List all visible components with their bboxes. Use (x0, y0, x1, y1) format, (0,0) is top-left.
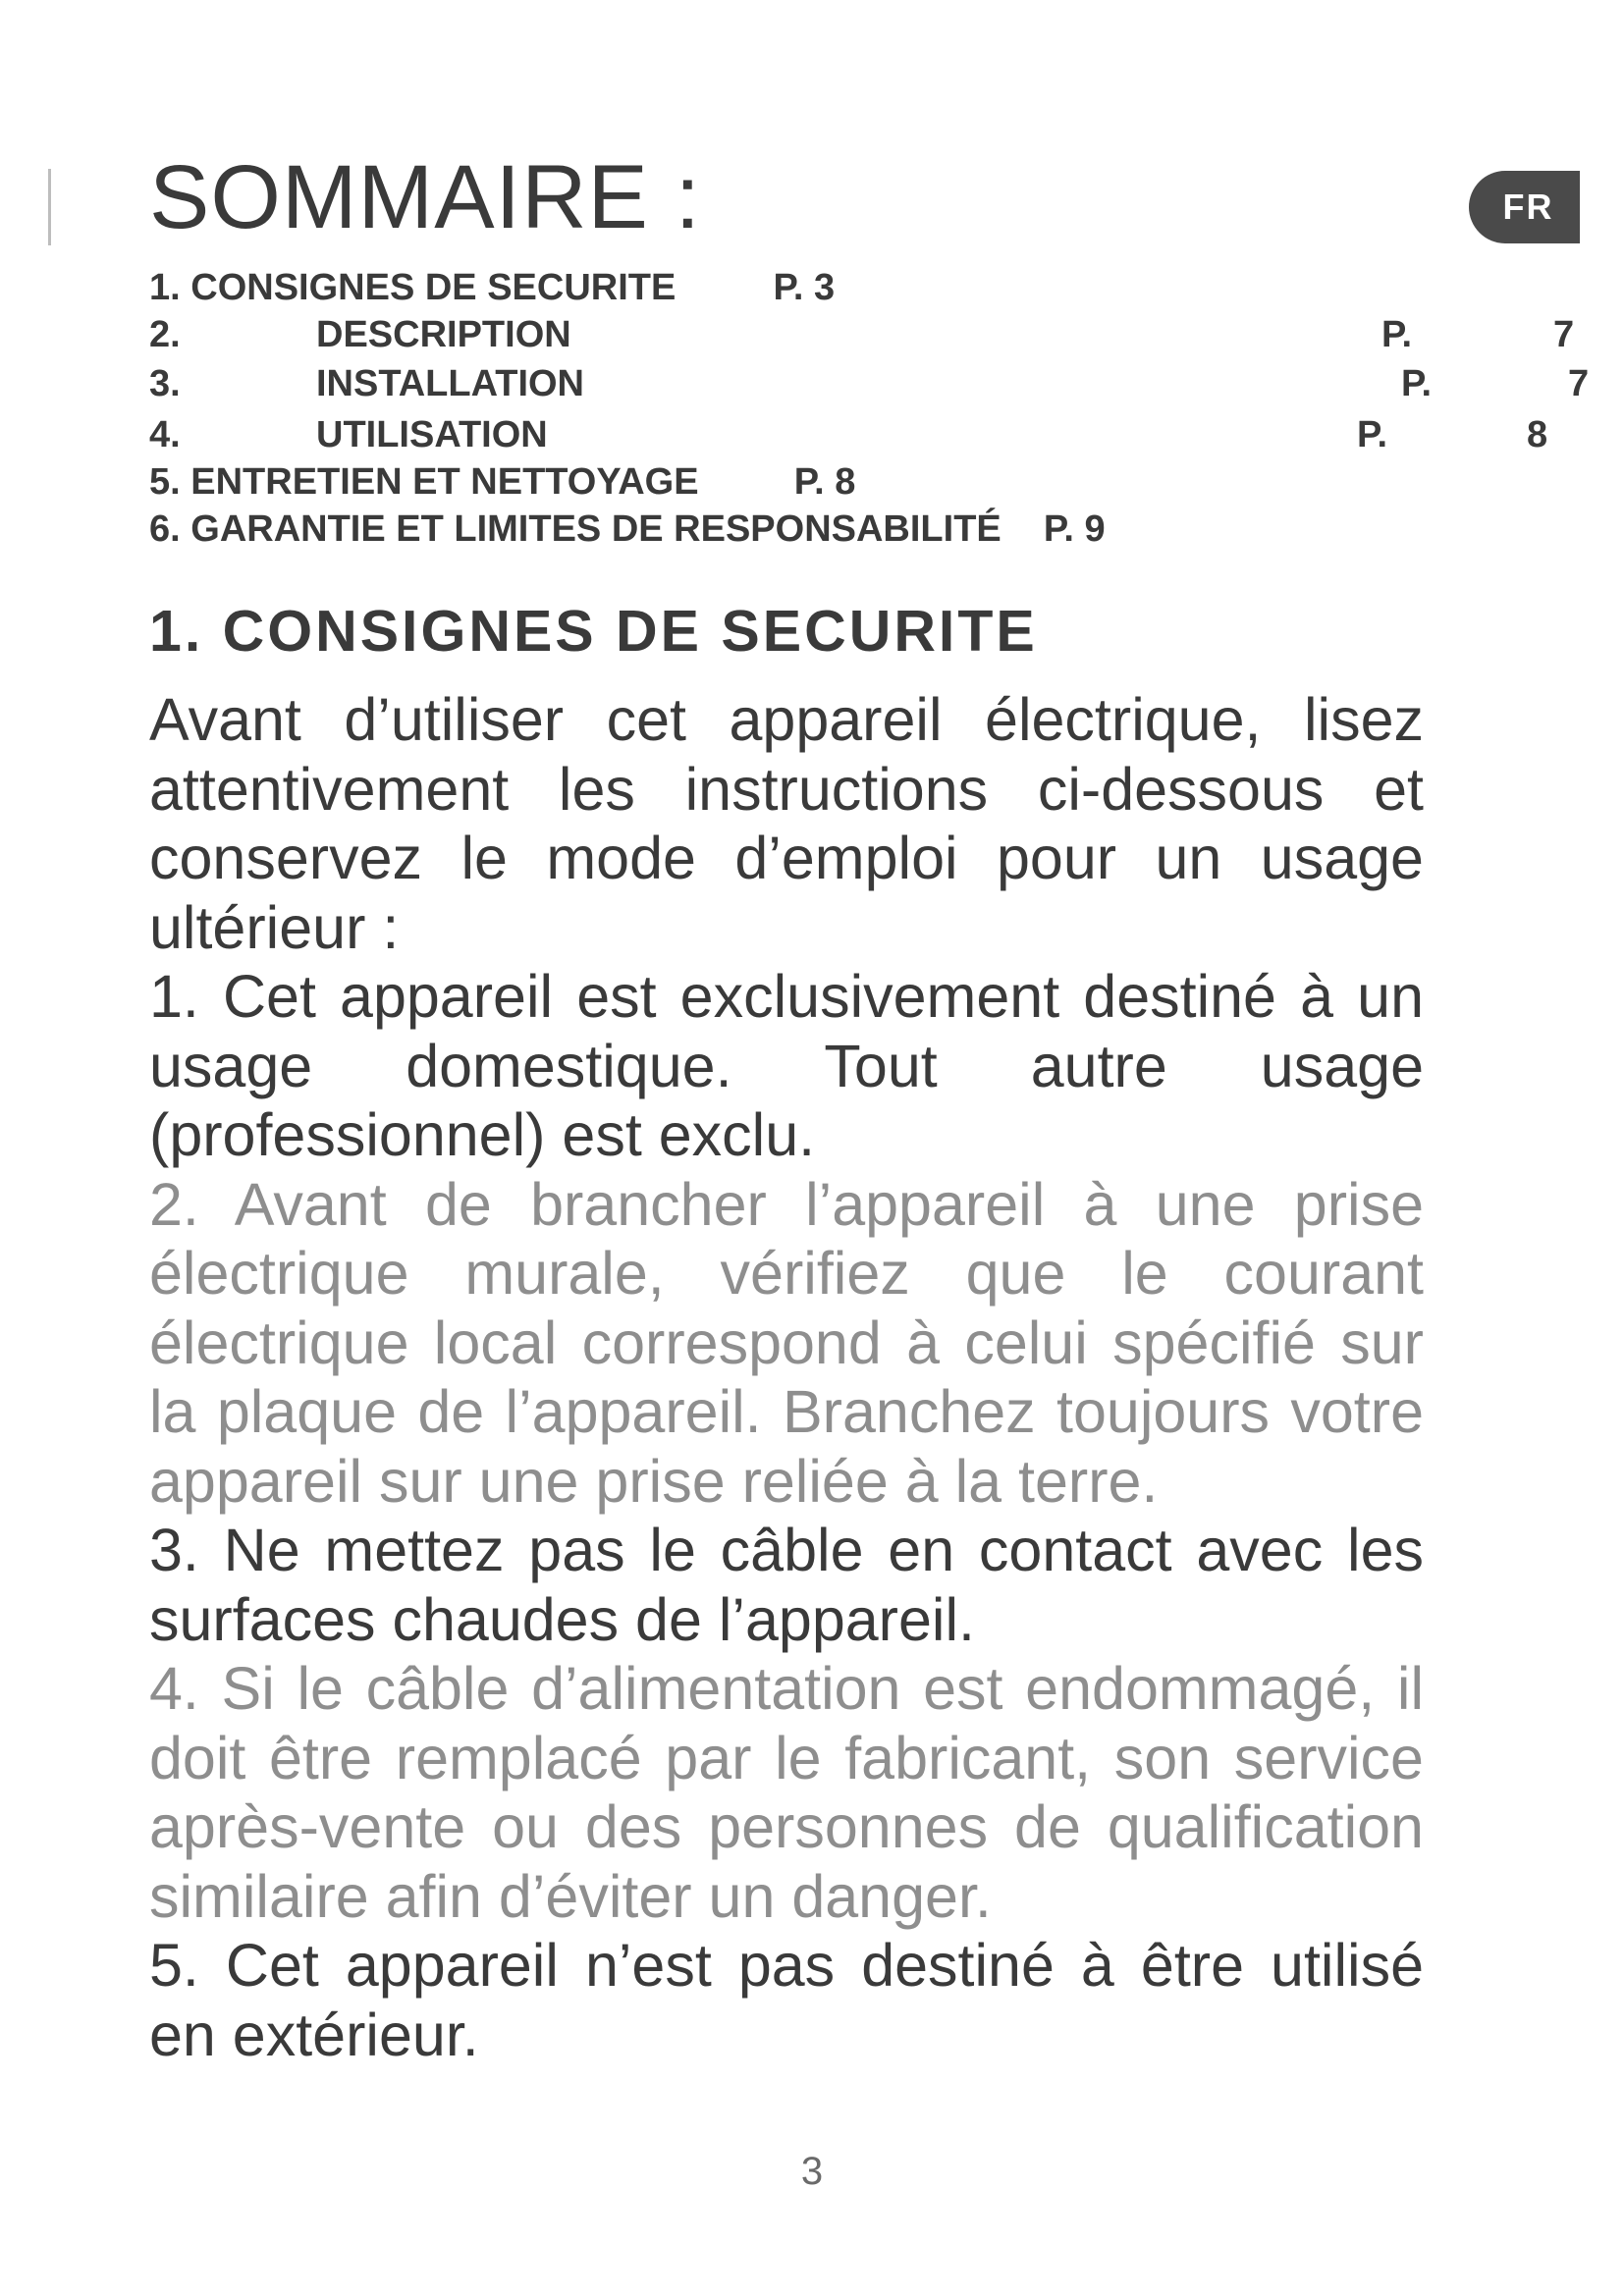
instruction-item: 2. Avant de brancher l’appareil à une prise électrique murale, vérifiez que le courant électrique local correspond à celui spécifié sur la plaque de l’appareil. Branchez toujours votre appareil sur une prise reliée à la terre. (149, 1170, 1424, 1515)
toc-page: 7 (1553, 314, 1575, 355)
toc-page: P. 3 (773, 267, 836, 308)
table-of-contents (149, 267, 1590, 561)
toc-page: 8 (1527, 414, 1548, 455)
safety-instructions (149, 685, 1424, 2069)
toc-label: DESCRIPTION (316, 314, 571, 355)
instruction-item: 5. Cet appareil n’est pas destiné à être utilisé en extérieur. (149, 1932, 1424, 2068)
intro-paragraph: Avant d’utiliser cet appareil électrique, lisez attentivement les instructions ci-dessous et conservez le mode d’emploi pour un usage ultérieur : (149, 686, 1424, 961)
toc-number: 5. (149, 461, 181, 503)
toc-item (149, 416, 1583, 455)
toc-page: P. 9 (1043, 508, 1106, 550)
toc-page: P. 8 (793, 461, 856, 503)
toc-item (149, 269, 835, 306)
toc-label: CONSIGNES DE SECURITE (190, 267, 677, 308)
toc-page-prefix: P. (1357, 414, 1388, 455)
toc-label: GARANTIE ET LIMITES DE RESPONSABILITÉ (190, 508, 1001, 550)
toc-number: 4. (149, 414, 181, 455)
page-title: SOMMAIRE : (149, 147, 702, 247)
toc-number: 2. (149, 314, 181, 355)
toc-number: 3. (149, 363, 181, 404)
instruction-item: 1. Cet appareil est exclusivement destiné à un usage domestique. Tout autre usage (professionnel) est exclu. (149, 963, 1424, 1168)
language-tab: FR (1469, 171, 1580, 243)
toc-label: INSTALLATION (316, 363, 584, 404)
section-heading: 1. CONSIGNES DE SECURITE (149, 599, 1038, 664)
toc-item (149, 510, 1106, 548)
page-number: 3 (800, 2150, 824, 2193)
toc-label: UTILISATION (316, 414, 548, 455)
toc-label: ENTRETIEN ET NETTOYAGE (190, 461, 699, 503)
toc-page-prefix: P. (1401, 363, 1433, 404)
toc-item (149, 363, 1590, 404)
toc-page: 7 (1568, 363, 1590, 404)
toc-item (149, 316, 1583, 355)
toc-page-prefix: P. (1381, 314, 1413, 355)
margin-rule (48, 169, 51, 245)
instruction-item: 3. Ne mettez pas le câble en contact avec les surfaces chaudes de l’appareil. (149, 1517, 1424, 1653)
instruction-item: 4. Si le câble d’alimentation est endommagé, il doit être remplacé par le fabricant, son service après-vente ou des personnes de qualification similaire afin d’éviter un danger. (149, 1655, 1424, 1930)
toc-number: 6. (149, 508, 181, 550)
toc-number: 1. (149, 267, 181, 308)
toc-item (149, 463, 855, 501)
